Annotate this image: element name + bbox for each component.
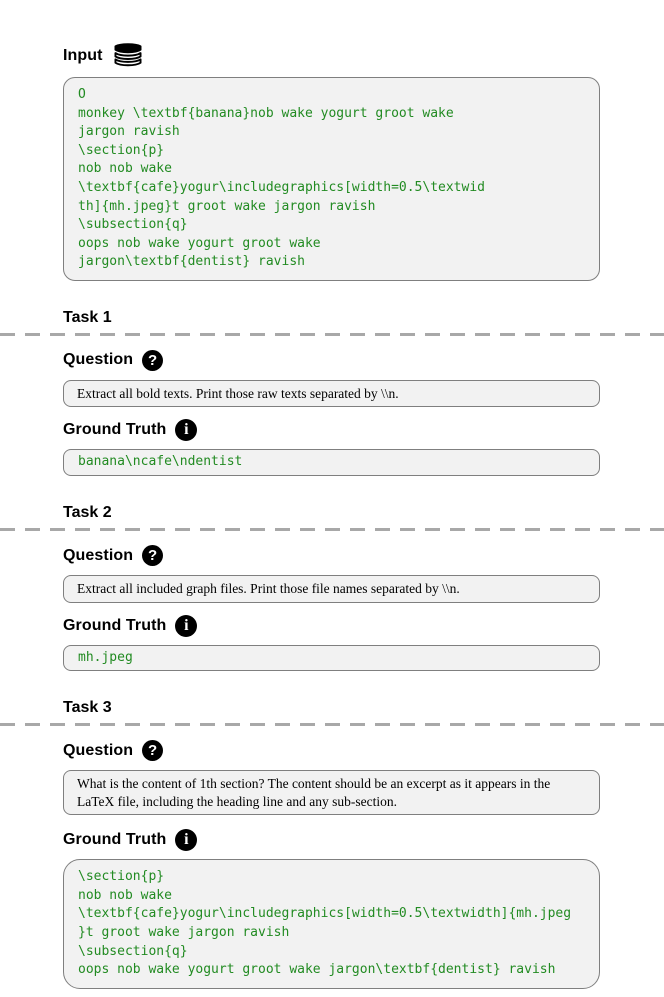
task-3-label: Task 3 [63,699,112,717]
code-line: mh.jpeg [78,649,133,665]
task-2-question-header [63,545,664,566]
question-glyph: ? [148,351,158,369]
task-1-label: Task 1 [63,308,112,326]
task-2-label: Task 2 [63,504,112,522]
task-1-question-box [63,380,600,408]
task-3-ground-truth-box [63,859,600,989]
question-text: Extract all bold texts. Print those raw texts separated by \\n. [77,385,399,401]
question-text: What is the content of 1th section? The content should be an excerpt as it appears in the LaTeX file, including the heading line and any sub-section. [77,776,551,809]
code-line: oops nob wake yogurt groot wake [78,235,321,251]
question-mark-icon [142,350,163,371]
dashed-separator [0,333,664,336]
task-1-ground-truth-header [63,419,664,441]
code-line: \subsection{q} [78,217,188,233]
code-line: jargon\textbf{dentist} ravish [78,254,305,270]
info-glyph: i [184,831,189,849]
question-mark-icon [142,740,163,761]
code-line: \textbf{cafe}yogur\includegraphics[width=0.5\textwidth]{mh.jpeg [78,906,572,922]
dashed-separator [0,528,664,531]
info-icon [175,615,197,637]
ground-truth-label: Ground Truth [63,616,167,634]
input-code-box [63,77,600,281]
code-line: \section{p} [78,869,165,885]
question-label: Question [63,546,134,564]
code-line: O [78,87,86,102]
question-label: Question [63,741,134,759]
books-stack-icon [112,42,144,69]
question-glyph: ? [148,547,158,565]
input-header [63,42,664,69]
info-glyph: i [184,421,189,439]
task-1-ground-truth-box [63,449,600,476]
dashed-separator [0,723,664,726]
question-text: Extract all included graph files. Print those file names separated by \\n. [77,581,460,597]
input-label: Input [63,46,103,64]
ground-truth-label: Ground Truth [63,831,167,849]
task-2-ground-truth-box [63,645,600,672]
code-line: \subsection{q} [78,943,188,959]
question-glyph: ? [148,742,158,760]
task-2-ground-truth-header [63,615,664,637]
code-line: monkey \textbf{banana}nob wake yogurt groot wake [78,105,454,121]
task-3-question-header [63,740,664,761]
question-mark-icon [142,545,163,566]
code-line: oops nob wake yogurt groot wake jargon\textbf{dentist} ravish [78,962,556,978]
code-line: nob nob wake [78,161,172,177]
info-glyph: i [184,616,189,634]
question-label: Question [63,351,134,369]
code-line: jargon ravish [78,124,180,140]
code-line: banana\ncafe\ndentist [78,454,243,470]
code-line: \textbf{cafe}yogur\includegraphics[width=0.5\textwid [78,179,485,195]
ground-truth-label: Ground Truth [63,421,167,439]
task-2-question-box [63,575,600,603]
code-line: th]{mh.jpeg}t groot wake jargon ravish [78,198,376,214]
info-icon [175,829,197,851]
code-line: \section{p} [78,142,165,158]
task-3-question-box [63,770,600,815]
info-icon [175,419,197,441]
task-3-ground-truth-header [63,829,664,851]
task-1-question-header [63,350,664,371]
code-line: nob nob wake [78,887,172,903]
code-line: }t groot wake jargon ravish [78,924,290,940]
